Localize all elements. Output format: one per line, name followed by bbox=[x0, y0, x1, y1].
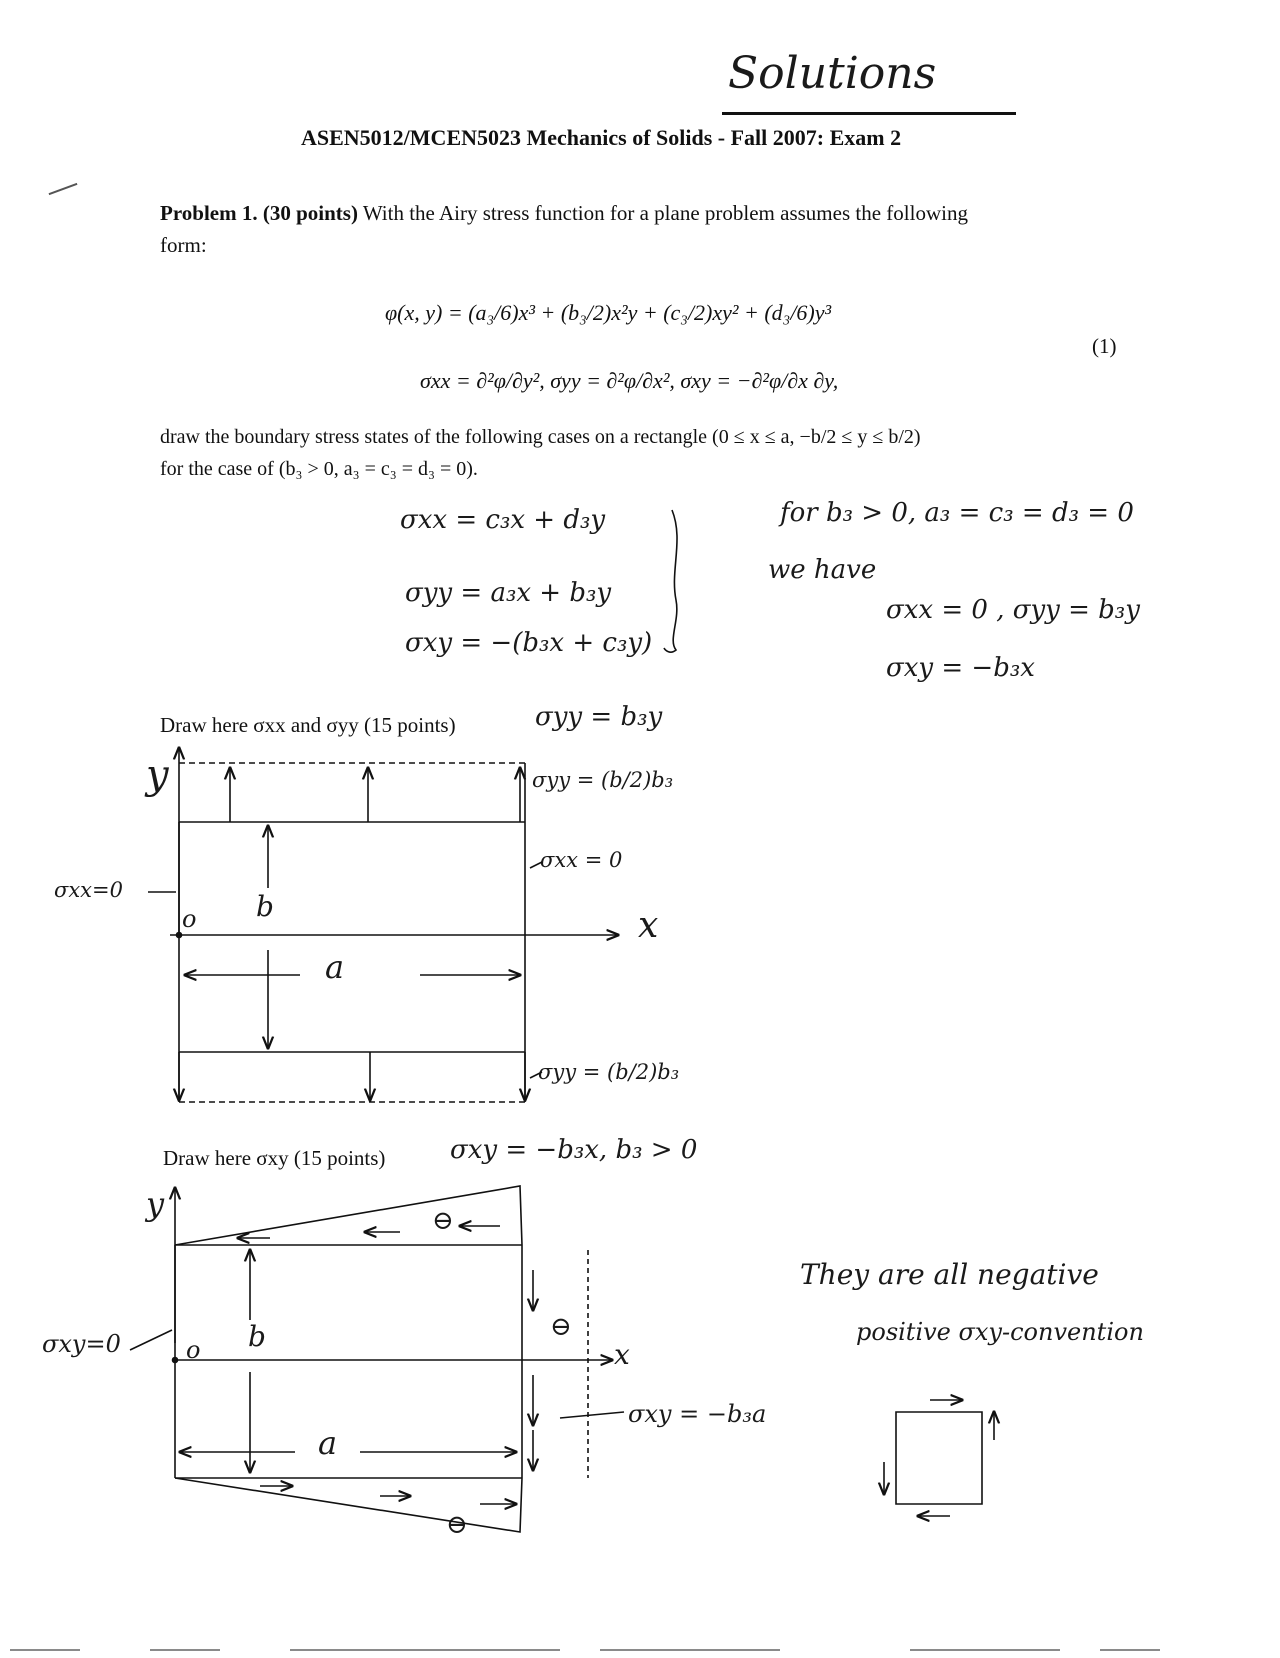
figure1-bottom-note: σyy = (b/2)b₃ bbox=[538, 1060, 680, 1084]
figure2-bottom-triangle bbox=[175, 1478, 522, 1532]
figure2-axis-y-label: y bbox=[146, 1185, 165, 1223]
figure2-origin-label: o bbox=[186, 1336, 201, 1364]
problem-statement-line2: form: bbox=[160, 233, 207, 257]
handwritten-brace bbox=[664, 510, 677, 652]
figure1-origin-dot bbox=[177, 933, 182, 938]
figure1-left-note: σxx=0 bbox=[54, 878, 123, 902]
hand-eq-sigma-yy: σyy = a₃x + b₃y bbox=[405, 578, 612, 608]
figure2-minus-top: ⊖ bbox=[432, 1206, 454, 1236]
figure2-minus-bottom: ⊖ bbox=[446, 1510, 468, 1540]
figure2-axis-x-label: x bbox=[614, 1338, 630, 1371]
figure1-right-note: σxx = 0 bbox=[540, 848, 623, 872]
figure1-dim-a: a bbox=[325, 948, 345, 986]
figure2-top-triangle bbox=[175, 1186, 522, 1245]
figure1-origin-label: o bbox=[182, 905, 197, 933]
instruction-line1: draw the boundary stress states of the following cases on a rectangle (0 ≤ x ≤ a, −b/2 ≤ y ≤ b/2) bbox=[160, 426, 921, 448]
figure2-dim-a: a bbox=[318, 1424, 338, 1462]
figure2-right-note: σxy = −b₃a bbox=[628, 1400, 767, 1428]
figure2-left-leader bbox=[130, 1330, 172, 1350]
hand-note-result-2: σxy = −b₃x bbox=[886, 653, 1035, 683]
hand-note-we-have: we have bbox=[768, 555, 877, 585]
sign-convention-square bbox=[884, 1400, 994, 1516]
hand-note-result-1: σxx = 0 , σyy = b₃y bbox=[886, 595, 1140, 625]
figure1-axis-x-label: x bbox=[638, 905, 659, 946]
airy-function-equation: φ(x, y) = (a₃/6)x³ + (b₃/2)x²y + (c₃/2)xy² + (d₃/6)y³ bbox=[385, 300, 832, 325]
figure2-caption: Draw here σxy (15 points) bbox=[163, 1146, 386, 1170]
figure2-minus-right: ⊖ bbox=[550, 1312, 572, 1342]
figure2-dim-b: b bbox=[248, 1320, 266, 1353]
hand-eq-sigma-xy: σxy = −(b₃x + c₃y) bbox=[405, 628, 653, 658]
instruction-line2: for the case of (b₃ > 0, a₃ = c₃ = d₃ = 0). bbox=[160, 458, 478, 480]
figure1-axis-y-label: y bbox=[146, 752, 169, 798]
figure2-side-note-1: They are all negative bbox=[800, 1258, 1099, 1291]
hand-eq-sigma-xx: σxx = c₃x + d₃y bbox=[400, 505, 606, 535]
problem-label: Problem 1. (30 points) bbox=[160, 201, 358, 225]
figure1-drawing bbox=[148, 748, 618, 1102]
figure1-bottom-leader bbox=[530, 1072, 542, 1078]
figure1-caption-hand: σyy = b₃y bbox=[535, 702, 663, 732]
figure2-drawing bbox=[130, 1186, 624, 1532]
figure2-side-note-2: positive σxy-convention bbox=[856, 1318, 1144, 1346]
figure1-dim-b: b bbox=[256, 890, 274, 923]
exam-title: ASEN5012/MCEN5023 Mechanics of Solids - Fall 2007: Exam 2 bbox=[301, 125, 902, 150]
solutions-heading: Solutions bbox=[728, 48, 937, 99]
stress-definitions-equation: σxx = ∂²φ/∂y², σyy = ∂²φ/∂x², σxy = −∂²φ/∂x ∂y, bbox=[420, 368, 839, 393]
figure2-left-note: σxy=0 bbox=[42, 1330, 121, 1358]
figure1-right-leader bbox=[530, 862, 542, 868]
figure2-origin-dot bbox=[173, 1358, 178, 1363]
figure2-right-leader bbox=[560, 1412, 624, 1418]
problem-text: With the Airy stress function for a plane problem assumes the following bbox=[362, 201, 968, 225]
equation-number: (1) bbox=[1092, 334, 1117, 358]
figure2-caption-hand: σxy = −b₃x, b₃ > 0 bbox=[450, 1135, 698, 1165]
figure1-top-note: σyy = (b/2)b₃ bbox=[532, 768, 674, 792]
figure1-caption: Draw here σxx and σyy (15 points) bbox=[160, 713, 456, 737]
hand-note-condition: for b₃ > 0, a₃ = c₃ = d₃ = 0 bbox=[780, 498, 1134, 528]
